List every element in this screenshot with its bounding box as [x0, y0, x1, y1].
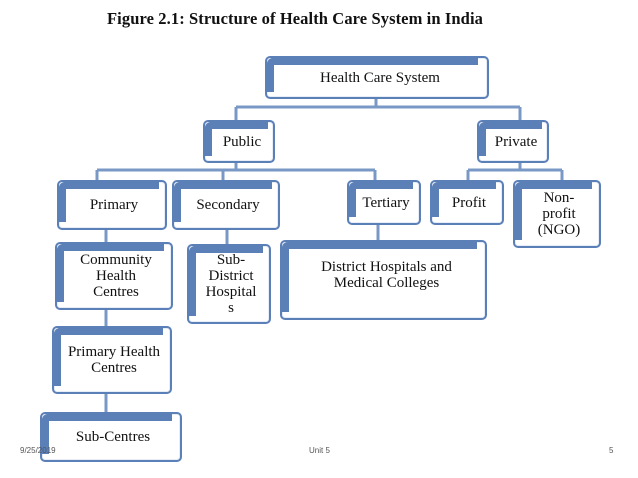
node-health-care-system: Health Care System: [265, 56, 489, 99]
node-public: Public: [203, 120, 275, 163]
node-private: Private: [477, 120, 549, 163]
footer-unit: Unit 5: [309, 446, 330, 455]
node-community-health-centres: Community Health Centres: [55, 242, 173, 310]
node-profit: Profit: [430, 180, 504, 225]
page-title: Figure 2.1: Structure of Health Care System in India: [107, 9, 483, 28]
node-sub-centres: Sub-Centres: [40, 412, 182, 462]
node-tertiary: Tertiary: [347, 180, 421, 225]
node-primary-health-centres: Primary Health Centres: [52, 326, 172, 394]
node-sub-district-hospitals: Sub- District Hospital s: [187, 244, 271, 324]
node-nonprofit: Non- profit (NGO): [513, 180, 601, 248]
node-primary: Primary: [57, 180, 167, 230]
footer-page-number: 5: [609, 446, 614, 455]
footer-date: 9/25/2019: [20, 446, 56, 455]
node-district-hospitals-medical-colleges: District Hospitals and Medical Colleges: [280, 240, 487, 320]
node-secondary: Secondary: [172, 180, 280, 230]
